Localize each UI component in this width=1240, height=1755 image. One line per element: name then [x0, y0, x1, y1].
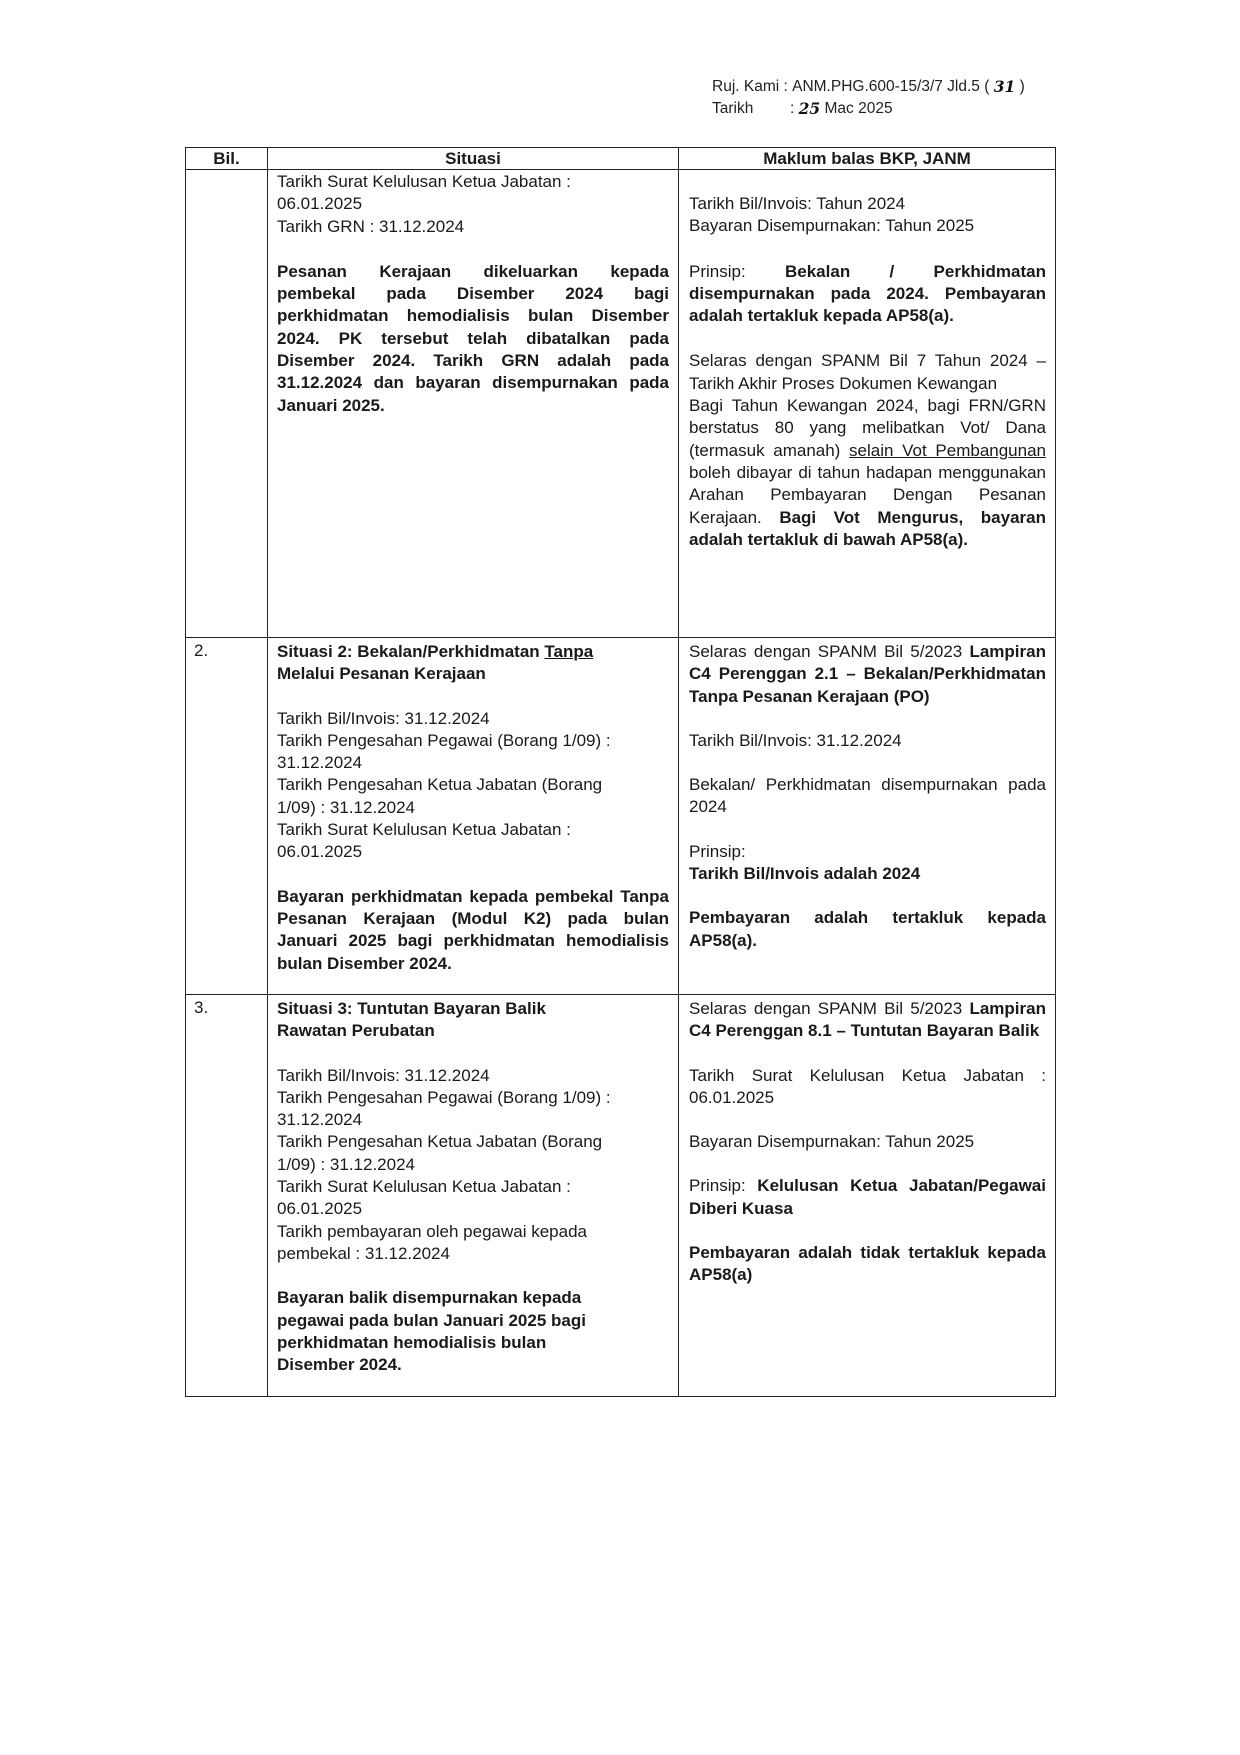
table-row: [186, 638, 1056, 995]
row3-sit-line: 06.01.2025: [277, 1199, 363, 1219]
title-text: Melalui Pesanan Kerajaan: [277, 664, 486, 684]
row2-sit-line: Tarikh Surat Kelulusan Ketua Jabatan :: [277, 820, 571, 840]
row3-mak-prinsip: [689, 1175, 1046, 1220]
row2-sit-line: Tarikh Pengesahan Ketua Jabatan (Borang: [277, 775, 603, 795]
row3-sit-bold-line: Disember 2024.: [277, 1355, 402, 1375]
row1-maklum-balas: [679, 170, 1056, 638]
row3-sit-line: 1/09) : 31.12.2024: [277, 1154, 416, 1174]
tarikh-label: Tarikh: [712, 100, 754, 117]
row3-mak-conclusion: Pembayaran adalah tidak tertakluk kepada AP58(a): [689, 1243, 1046, 1285]
row1-sit-paragraph: Pesanan Kerajaan dikeluarkan kepada pembekal pada Disember 2024 bagi perkhidmatan hemodialisis bulan Disember 2024. PK tersebut telah dibatalkan pada Disember 2024. Tarikh GRN adalah pada 31.12.2024 dan bayaran disempurnakan pada Januari 2025.: [277, 261, 669, 415]
selaras-text: boleh dibayar di tahun hadapan menggunakan Arahan Pembayaran Dengan Pesanan Kerajaan.: [689, 462, 1046, 527]
ruj-label: Ruj. Kami: [712, 78, 780, 95]
table-header-row: [186, 148, 1056, 170]
row1-mak-line: Bayaran Disempurnakan: Tahun 2025: [689, 216, 975, 236]
tarikh-handwritten-day: 25: [798, 99, 821, 118]
row2-bil: 2.: [186, 638, 268, 995]
row3-maklum-balas: [679, 995, 1056, 1397]
title-underlined: Tanpa: [544, 642, 594, 661]
title-text: Rawatan Perubatan: [277, 1021, 435, 1041]
title-text: Situasi 2: Bekalan/Perkhidmatan: [277, 642, 540, 661]
prinsip-label: Prinsip:: [689, 261, 746, 281]
row2-sit-line: 1/09) : 31.12.2024: [277, 797, 416, 817]
row3-mak-selaras: [689, 998, 1046, 1043]
row2-situasi: [268, 638, 679, 995]
row2-sit-paragraph: Bayaran perkhidmatan kepada pembekal Tanpa Pesanan Kerajaan (Modul K2) pada bulan Januari 2025 bagi perkhidmatan hemodialisis bulan Disember 2024.: [277, 886, 669, 973]
row2-mak-line: Bekalan/ Perkhidmatan disempurnakan pada 2024: [689, 775, 1046, 817]
row3-situasi: [268, 995, 679, 1397]
reference-block: [712, 76, 1025, 120]
prinsip-text: Tarikh Bil/Invois adalah 2024: [689, 864, 921, 884]
row3-sit-line: Tarikh pembayaran oleh pegawai kepada: [277, 1221, 587, 1241]
row3-sit-line: Tarikh Pengesahan Pegawai (Borang 1/09) :: [277, 1087, 611, 1107]
table-row: [186, 170, 1056, 638]
prinsip-label: Prinsip:: [689, 1176, 746, 1196]
row3-sit-line: pembekal : 31.12.2024: [277, 1243, 450, 1263]
selaras-underlined: selain Vot Pembangunan: [849, 440, 1046, 460]
selaras-bold: Bagi Vot Mengurus, bayaran adalah tertakluk di bawah AP58(a).: [689, 507, 1046, 549]
prinsip-label: Prinsip:: [689, 841, 746, 861]
title-text: Situasi 3: Tuntutan Bayaran Balik: [277, 999, 546, 1018]
row3-mak-line: Bayaran Disempurnakan: Tahun 2025: [689, 1132, 975, 1152]
row1-mak-selaras: Selaras dengan SPANM Bil 7 Tahun 2024 – Tarikh Akhir Proses Dokumen Kewangan: [689, 351, 1046, 393]
ruj-value: ANM.PHG.600-15/3/7 Jld.5 (: [792, 78, 990, 95]
prinsip-text: Bekalan / Perkhidmatan disempurnakan pada 2024. Pembayaran adalah tertakluk kepada AP58(a).: [689, 261, 1046, 326]
tarikh-value: Mac 2025: [824, 100, 893, 117]
reference-number-line: Ruj. Kami : ANM.PHG.600-15/3/7 Jld.5 ( 31 ): [712, 77, 1025, 96]
row3-sit-bold-line: perkhidmatan hemodialisis bulan: [277, 1332, 547, 1352]
reference-date-line: Tarikh : 25 Mac 2025: [712, 99, 893, 118]
row3-mak-line: Tarikh Surat Kelulusan Ketua Jabatan : 06.01.2025: [689, 1065, 1046, 1107]
row1-sit-line: 06.01.2025: [277, 194, 363, 214]
selaras-bold: Lampiran C4 Perenggan 2.1 – Bekalan/Perkhidmatan Tanpa Pesanan Kerajaan (PO): [689, 642, 1046, 706]
row3-sit-line: 31.12.2024: [277, 1110, 363, 1130]
row3-sit-bold-line: Bayaran balik disempurnakan kepada: [277, 1288, 582, 1308]
row1-mak-prinsip: [689, 261, 1046, 328]
selaras-text: Selaras dengan SPANM Bil 5/2023: [689, 642, 963, 661]
header-bil: Bil.: [186, 148, 268, 170]
header-maklum-balas: Maklum balas BKP, JANM: [679, 148, 1056, 170]
situation-table: [185, 147, 1056, 1397]
row3-sit-title: [277, 998, 669, 1043]
row2-mak-line: Tarikh Bil/Invois: 31.12.2024: [689, 730, 902, 750]
table-row: [186, 995, 1056, 1397]
ruj-handwritten-number: 31: [993, 77, 1016, 96]
row1-bil: [186, 170, 268, 638]
row2-sit-title: [277, 641, 669, 686]
selaras-bold: Lampiran C4 Perenggan 8.1 – Tuntutan Bayaran Balik: [689, 999, 1046, 1041]
ruj-close: ): [1019, 78, 1025, 95]
row1-sit-line: Tarikh GRN : 31.12.2024: [277, 216, 465, 236]
row3-sit-bold-line: pegawai pada bulan Januari 2025 bagi: [277, 1310, 586, 1330]
selaras-text: Bagi Tahun Kewangan 2024, bagi FRN/GRN berstatus 80 yang melibatkan Vot/ Dana (termasuk amanah): [689, 396, 1046, 460]
row2-mak-selaras: [689, 641, 1046, 708]
row2-sit-line: 31.12.2024: [277, 753, 363, 773]
header-situasi: Situasi: [268, 148, 679, 170]
row1-situasi: [268, 170, 679, 638]
row1-sit-line: Tarikh Surat Kelulusan Ketua Jabatan :: [277, 172, 571, 191]
row1-mak-selaras-detail: [689, 395, 1046, 551]
row1-mak-line: Tarikh Bil/Invois: Tahun 2024: [689, 194, 906, 213]
row2-sit-line: 06.01.2025: [277, 842, 363, 862]
row3-sit-line: Tarikh Surat Kelulusan Ketua Jabatan :: [277, 1177, 571, 1197]
row3-sit-line: Tarikh Pengesahan Ketua Jabatan (Borang: [277, 1132, 603, 1152]
row2-mak-conclusion: Pembayaran adalah tertakluk kepada AP58(a).: [689, 908, 1046, 950]
row3-sit-line: Tarikh Bil/Invois: 31.12.2024: [277, 1065, 490, 1085]
selaras-text: Selaras dengan SPANM Bil 5/2023: [689, 999, 963, 1018]
row2-sit-line: Tarikh Bil/Invois: 31.12.2024: [277, 708, 490, 728]
row3-bil: 3.: [186, 995, 268, 1397]
row2-sit-line: Tarikh Pengesahan Pegawai (Borang 1/09) :: [277, 730, 611, 750]
prinsip-text: Kelulusan Ketua Jabatan/Pegawai Diberi Kuasa: [689, 1176, 1046, 1218]
row2-maklum-balas: [679, 638, 1056, 995]
